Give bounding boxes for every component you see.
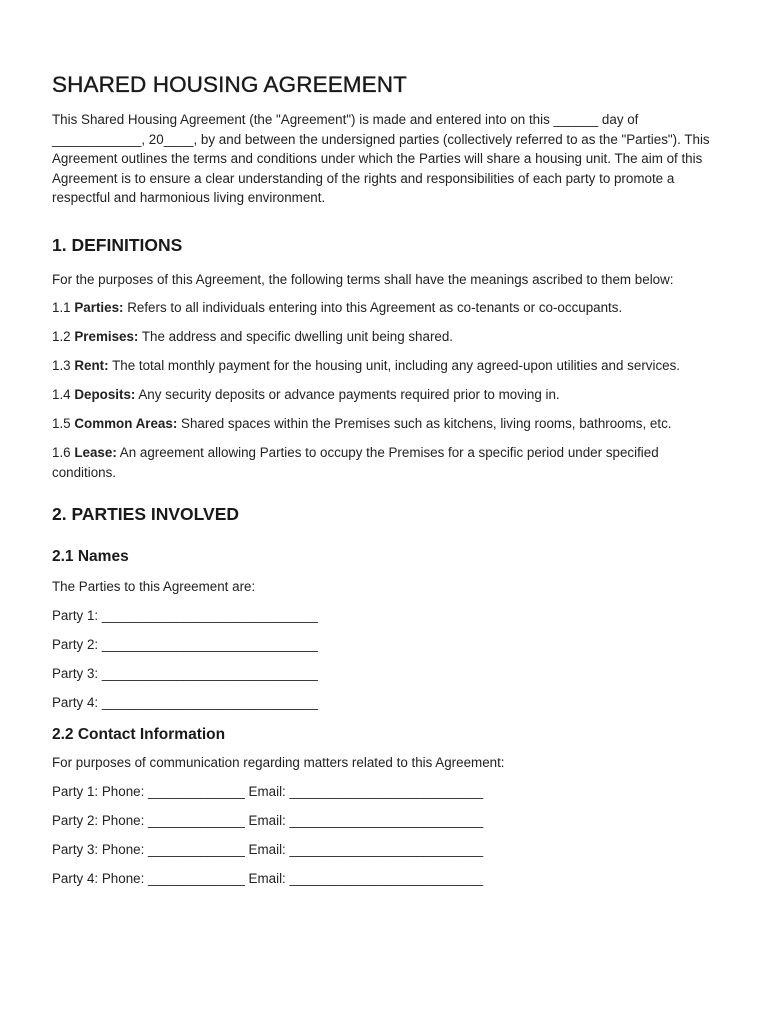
definition-item (52, 356, 718, 376)
definition-item (52, 298, 718, 318)
definition-item (52, 443, 718, 482)
party-name-line: Party 2: _____________________________ (52, 637, 318, 652)
definition-term: Parties: (74, 300, 124, 315)
definition-term: Premises: (74, 329, 139, 344)
names-intro: The Parties to this Agreement are: (52, 579, 256, 594)
definition-term: Common Areas: (74, 416, 178, 431)
definition-term: Deposits: (74, 387, 136, 402)
definition-number: 1.4 (52, 387, 71, 402)
names-subheading: 2.1 Names (52, 548, 129, 565)
party-contact-line: Party 1: Phone: _____________ Email: __________________________ (52, 783, 484, 799)
party-name-line: Party 3: _____________________________ (52, 666, 318, 681)
party-contact-line: Party 4: Phone: _____________ Email: __________________________ (52, 870, 484, 886)
definition-text: Any security deposits or advance payments required prior to moving in. (138, 387, 560, 402)
definition-item (52, 385, 718, 405)
definition-number: 1.6 (52, 445, 71, 460)
definition-text: The total monthly payment for the housing unit, including any agreed-upon utilities and services. (112, 358, 681, 373)
definition-text: The address and specific dwelling unit being shared. (141, 329, 454, 344)
definition-item (52, 414, 718, 434)
document-title: SHARED HOUSING AGREEMENT (52, 72, 407, 97)
definition-term: Lease: (74, 445, 117, 460)
definition-item (52, 327, 718, 347)
definition-number: 1.1 (52, 300, 71, 315)
definition-term: Rent: (74, 358, 109, 373)
definition-text: An agreement allowing Parties to occupy the Premises for a specific period under specified conditions. (52, 445, 659, 480)
definitions-heading: 1. DEFINITIONS (52, 234, 183, 255)
intro-paragraph: This Shared Housing Agreement (the "Agreement") is made and entered into on this ______ day of ____________, 20____, by and between the undersigned parties (collectively referred to as the "Parties"). This Agreement outlines the terms and conditions under which the Parties will share a housing unit. The aim of this Agreement is to ensure a clear understanding of the rights and responsibilities of each party to promote a respectful and harmonious living environment. (52, 112, 710, 205)
party-contact-line: Party 2: Phone: _____________ Email: __________________________ (52, 812, 484, 828)
definition-text: Refers to all individuals entering into this Agreement as co-tenants or co-occupants. (127, 300, 623, 315)
definitions-intro: For the purposes of this Agreement, the following terms shall have the meanings ascribed to them below: (52, 271, 674, 287)
party-name-line: Party 4: _____________________________ (52, 695, 318, 710)
party-contact-line: Party 3: Phone: _____________ Email: __________________________ (52, 841, 484, 857)
party-name-line: Party 1: _____________________________ (52, 608, 318, 623)
definition-text: Shared spaces within the Premises such as kitchens, living rooms, bathrooms, etc. (181, 416, 672, 431)
definition-number: 1.2 (52, 329, 71, 344)
definition-number: 1.5 (52, 416, 71, 431)
definition-number: 1.3 (52, 358, 71, 373)
contact-intro: For purposes of communication regarding matters related to this Agreement: (52, 754, 505, 770)
parties-heading: 2. PARTIES INVOLVED (52, 504, 240, 524)
contact-subheading: 2.2 Contact Information (52, 725, 226, 743)
